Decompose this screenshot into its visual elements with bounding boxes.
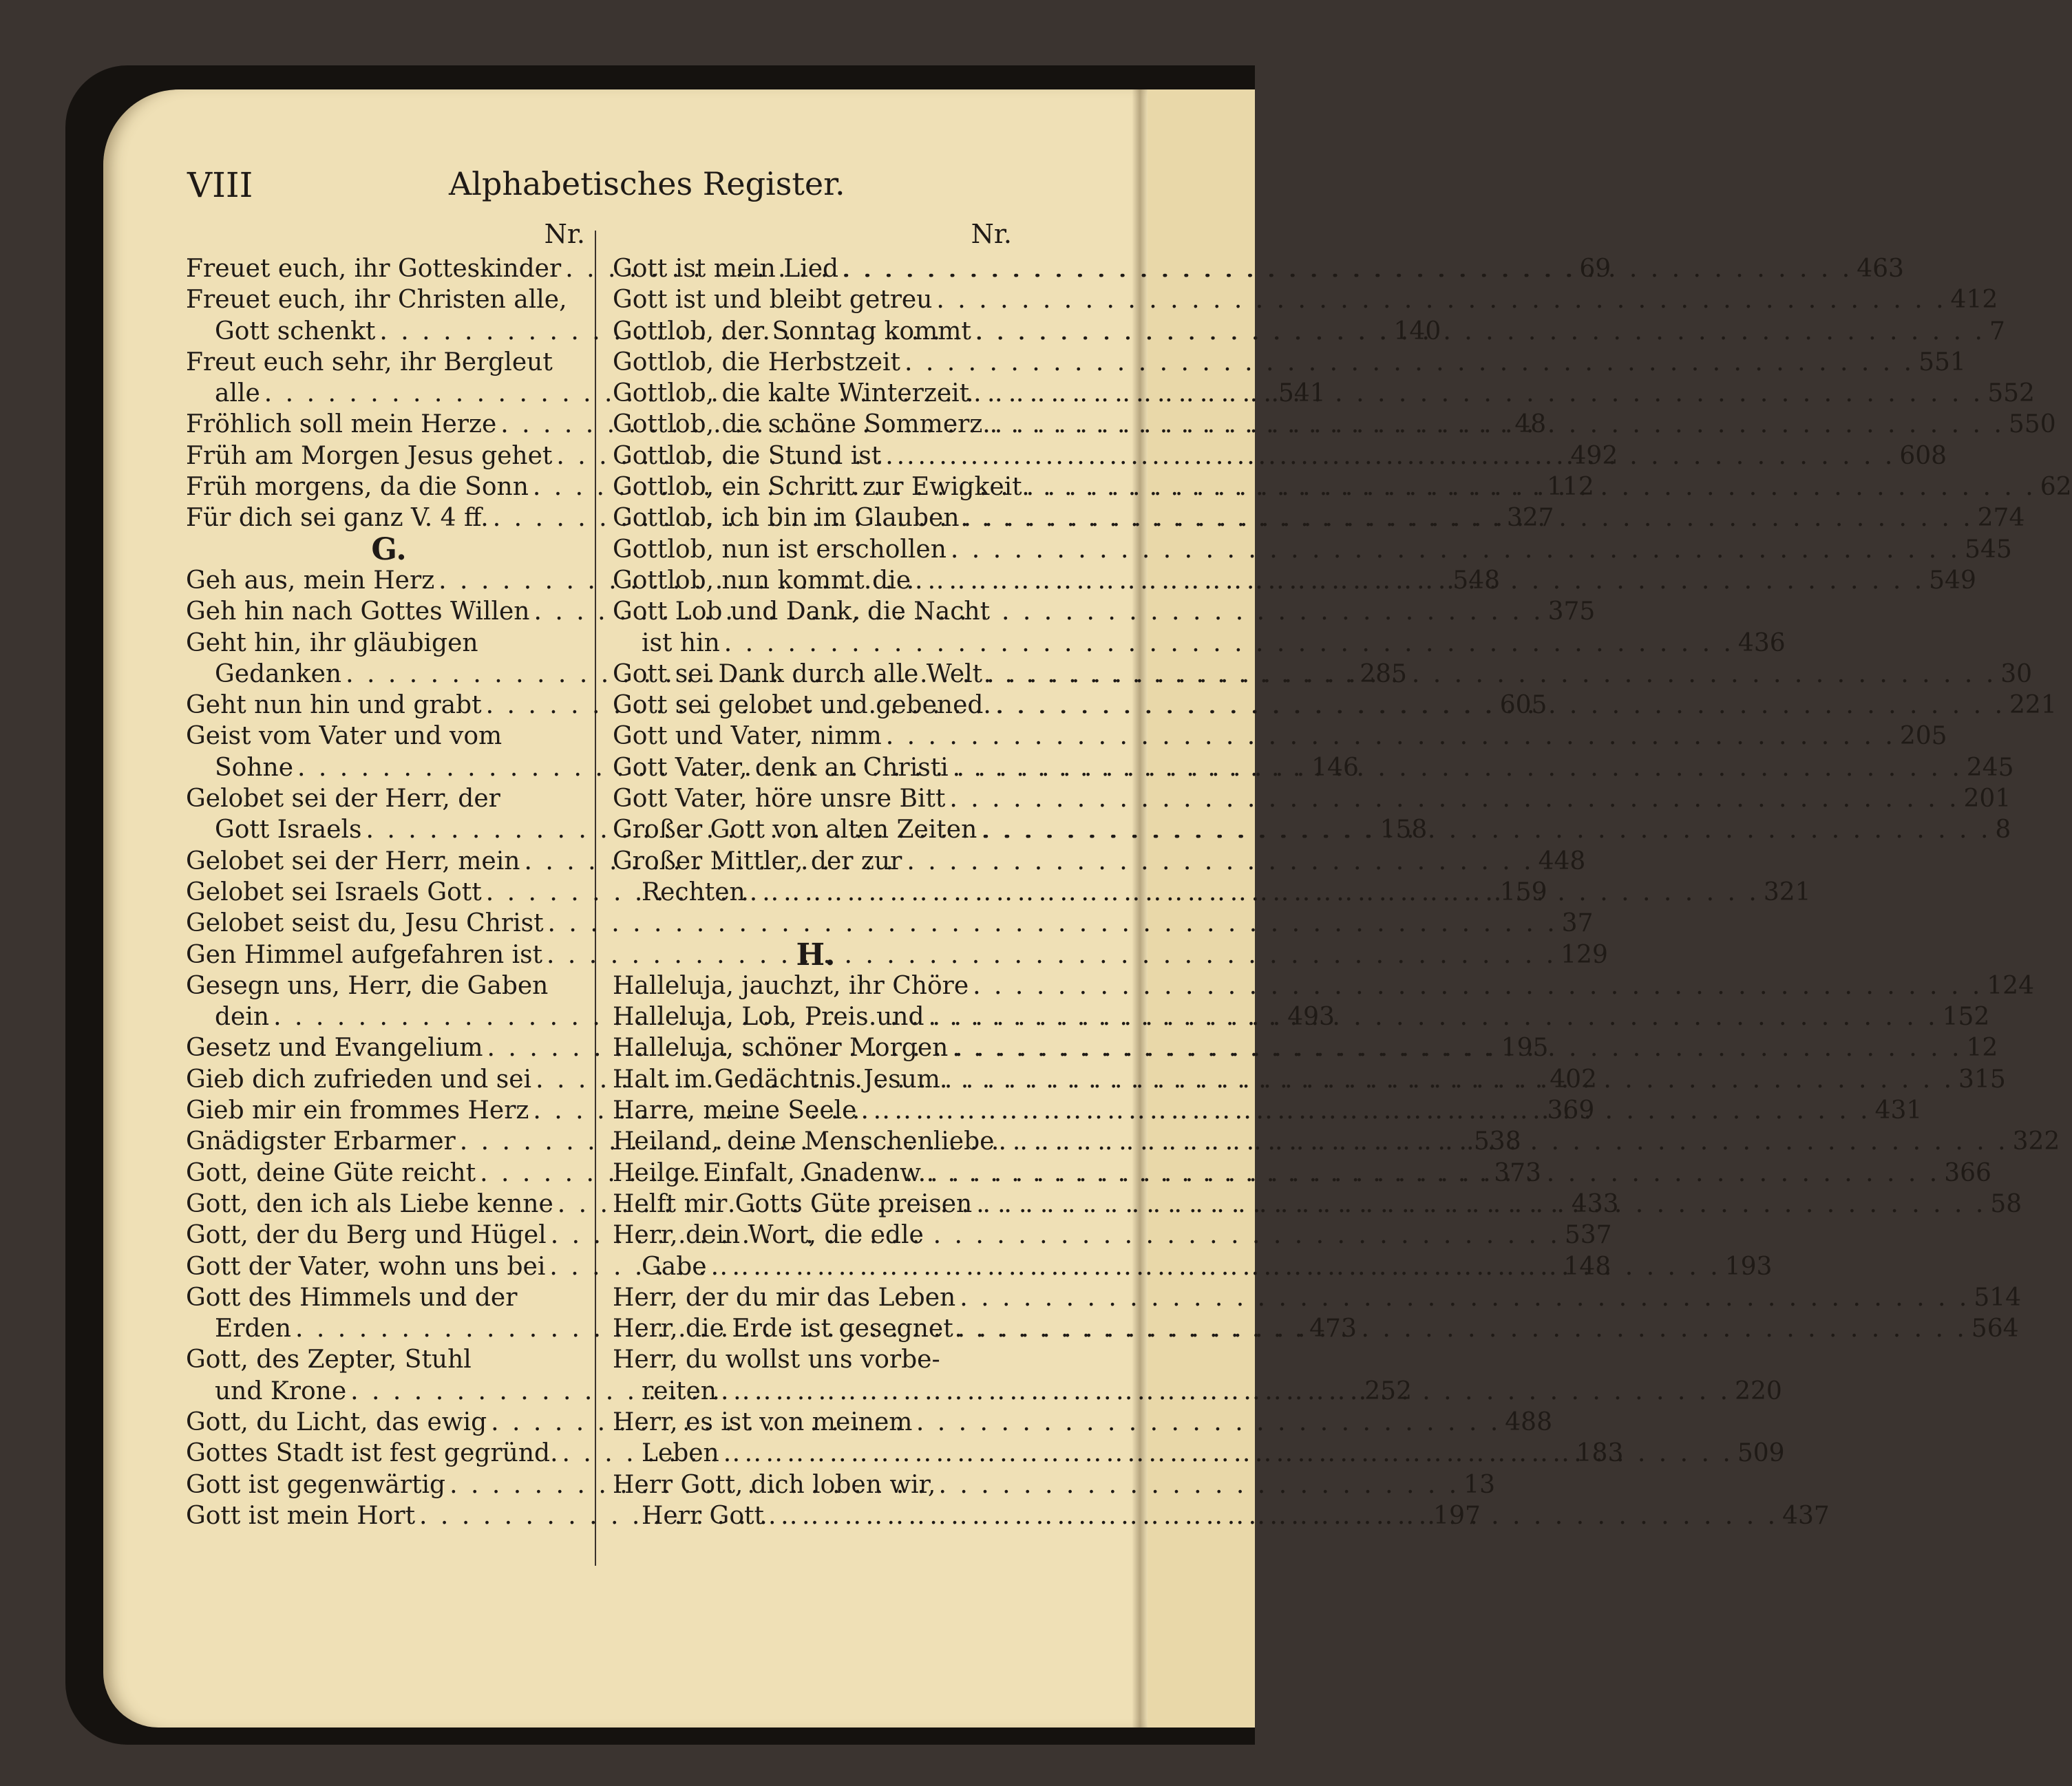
dot-leader — [930, 1158, 1940, 1189]
entry-title: Gott Lob und Dank, die Nacht — [613, 597, 991, 626]
entry-title: Gott, deine Güte reicht — [186, 1158, 476, 1187]
dot-leader — [750, 877, 1759, 908]
dot-leader — [860, 1095, 1870, 1126]
dot-leader — [951, 534, 1960, 565]
index-entry — [613, 970, 2034, 1001]
dot-leader — [915, 565, 1925, 596]
index-entry — [613, 846, 1019, 877]
entry-number: 402 — [1550, 1065, 1597, 1094]
left-column-heading: Nr. — [544, 219, 585, 249]
entry-title: Freut euch sehr, ihr Bergleut — [186, 348, 553, 376]
entry-number: 437 — [1782, 1501, 1830, 1530]
dot-leader — [952, 1032, 1962, 1063]
index-entry — [613, 347, 1966, 378]
index-entry — [186, 1344, 592, 1375]
entry-number: 13 — [1463, 1470, 1496, 1499]
index-entry — [186, 347, 592, 378]
entry-title: Gelobet sei Israels Gott — [186, 878, 482, 906]
entry-title: Gelobet seist du, Jesu Christ — [186, 909, 544, 938]
dot-leader — [711, 1251, 1721, 1282]
entry-number: 538 — [1473, 1127, 1521, 1156]
entry-title: Geht nun hin und grabt — [186, 691, 482, 720]
entry-number: 37 — [1561, 909, 1594, 938]
entry-title: Herr Gott, dich loben wir, — [613, 1470, 936, 1499]
entry-number: 8 — [1995, 816, 2011, 844]
entry-number: 285 — [1360, 659, 1407, 688]
entry-number: 327 — [1506, 504, 1554, 533]
entry-title: Gott und Vater, nimm — [613, 722, 882, 751]
entry-number: 548 — [1452, 566, 1501, 595]
entry-title: Gieb mir ein frommes Herz — [186, 1096, 529, 1125]
entry-title: Gesetz und Evangelium — [186, 1034, 483, 1063]
entry-number: 541 — [1278, 379, 1326, 408]
entry-title: Gabe — [642, 1252, 707, 1281]
entry-number: 252 — [1364, 1376, 1412, 1405]
entry-title: Gottlob, ich bin im Glauben — [613, 504, 960, 533]
entry-number: 7 — [1989, 317, 2005, 345]
entry-title: Gott sei Dank durch alle Welt — [613, 659, 983, 688]
entry-title: Gott des Himmels und der — [186, 1283, 518, 1312]
entry-title: Gottlob, nun ist erschollen — [613, 535, 947, 564]
index-entry — [613, 1344, 1019, 1375]
entry-number: 412 — [1950, 286, 1998, 315]
index-entry — [186, 970, 592, 1001]
index-entry — [186, 783, 592, 814]
dot-leader — [723, 1438, 1733, 1469]
dot-leader — [843, 253, 1852, 284]
entry-number: 205 — [1899, 722, 1947, 751]
entry-number: 322 — [2012, 1127, 2060, 1156]
entry-title: Gottes Stadt ist fest gegründ. — [186, 1439, 558, 1468]
entry-title: Gott Vater, denk an Christi — [613, 753, 949, 782]
entry-title: Gott ist mein Hort — [186, 1501, 416, 1530]
dot-leader — [975, 316, 1985, 347]
entry-number: 493 — [1287, 1003, 1335, 1032]
section-letter: G. — [371, 531, 407, 567]
entry-number: 12 — [1966, 1034, 1998, 1063]
entry-number: 58 — [1990, 1189, 2022, 1218]
entry-title: Fröhlich soll mein Herze — [186, 410, 497, 439]
entry-title: Leben — [642, 1439, 719, 1468]
entry-number: 146 — [1311, 753, 1359, 782]
index-entry — [186, 939, 1608, 970]
dot-leader — [1026, 471, 2036, 502]
entry-number: 220 — [1735, 1376, 1782, 1405]
entry-number: 488 — [1505, 1407, 1552, 1436]
entry-number: 369 — [1547, 1096, 1595, 1125]
dot-leader — [973, 970, 1983, 1001]
section-letter: H. — [796, 937, 836, 972]
entry-title: Gieb dich zufrieden und sei — [186, 1065, 532, 1094]
dot-leader — [958, 1313, 1967, 1344]
entry-title: Freuet euch, ihr Gotteskinder — [186, 255, 562, 283]
entry-title: Gott Vater, höre unsre Bitt — [613, 785, 946, 814]
dot-leader — [885, 440, 1895, 471]
entry-number: 551 — [1918, 348, 1966, 376]
entry-title: Gottlob, ein Schritt zur Ewigkeit — [613, 473, 1022, 502]
index-entry — [613, 284, 1998, 315]
dot-leader — [886, 721, 1896, 752]
index-entry — [613, 1407, 1019, 1438]
entry-title: Gottlob, die kalte Winterzeit — [613, 379, 970, 408]
dot-leader — [981, 814, 1991, 845]
entry-title: Gott Israels — [215, 816, 362, 844]
entry-title: Gott ist und bleibt getreu — [613, 286, 933, 315]
dot-leader — [995, 690, 2005, 721]
dot-leader — [995, 409, 2005, 440]
entry-title: Gott der Vater, wohn uns bei — [186, 1252, 546, 1281]
entry-number: 492 — [1570, 441, 1618, 470]
entry-number: 463 — [1857, 255, 1904, 283]
index-entry — [613, 534, 2012, 565]
entry-title: Gnädigster Erbarmer — [186, 1127, 456, 1156]
entry-title: Harre, meine Seele — [613, 1096, 857, 1125]
entry-number: 436 — [1737, 628, 1786, 657]
dot-leader — [949, 783, 1959, 814]
page-header — [187, 165, 1030, 213]
index-entry — [613, 1220, 1019, 1251]
index-entry — [186, 1282, 592, 1313]
page-number: VIII — [187, 165, 253, 205]
entry-title: Geist vom Vater und vom — [186, 722, 503, 751]
entry-title: Gedanken — [215, 659, 342, 688]
entry-title: Rechten — [642, 878, 746, 906]
entry-title: Herr, dein Wort, die edle — [613, 1221, 924, 1250]
entry-title: Herr, der du mir das Leben — [613, 1283, 956, 1312]
entry-title: Geh aus, mein Herz — [186, 566, 435, 595]
entry-title: reiten — [642, 1376, 717, 1405]
entry-number: 124 — [1987, 971, 2034, 1000]
index-entry-continuation — [613, 628, 1786, 659]
entry-number: 48 — [1514, 410, 1547, 439]
dot-leader — [721, 1376, 1731, 1407]
dot-leader — [976, 1189, 1986, 1220]
entry-title: Gott ist gegenwärtig — [186, 1470, 446, 1499]
entry-number: 537 — [1564, 1221, 1612, 1250]
dot-leader — [973, 378, 1983, 409]
dot-leader — [905, 347, 1914, 378]
entry-number: 608 — [1899, 441, 1947, 470]
entry-title: Herr, du wollst uns vorbe- — [613, 1346, 940, 1374]
running-title: Alphabetisches Register. — [449, 165, 845, 202]
entry-number: 431 — [1874, 1096, 1923, 1125]
entry-title: Herr, die Erde ist gesegnet — [613, 1315, 953, 1343]
entry-title: Früh morgens, da die Sonn — [186, 473, 529, 502]
entry-title: Freuet euch, ihr Christen alle, — [186, 286, 567, 315]
dot-leader — [960, 1282, 1969, 1313]
entry-title: und Krone — [215, 1376, 347, 1405]
entry-number: 129 — [1561, 940, 1608, 969]
index-entry — [613, 1282, 2022, 1313]
entry-number: 375 — [1547, 597, 1596, 626]
entry-title: Gottlob, die Stund ist — [613, 441, 882, 470]
entry-number: 373 — [1494, 1158, 1541, 1187]
entry-title: Früh am Morgen Jesus gehet — [186, 441, 553, 470]
entry-number: 159 — [1499, 878, 1547, 906]
entry-title: Heilge Einfalt, Gnadenw. — [613, 1158, 927, 1187]
dot-leader — [964, 502, 1974, 533]
entry-number: 550 — [2008, 410, 2056, 439]
entry-title: Gott, der du Berg und Hügel — [186, 1221, 547, 1250]
entry-title: Gott schenkt — [215, 317, 376, 345]
entry-title: Gott, den ich als Liebe kenne — [186, 1189, 553, 1218]
entry-title: Halleluja, Lob, Preis und — [613, 1003, 924, 1032]
entry-title: Großer Mittler, der zur — [613, 847, 902, 875]
entry-title: Geh hin nach Gottes Willen — [186, 597, 530, 626]
dot-leader — [986, 659, 1996, 690]
index-entry — [186, 284, 592, 315]
entry-number: 69 — [1579, 255, 1611, 283]
entry-number: 158 — [1379, 816, 1428, 844]
entry-number: 509 — [1737, 1439, 1785, 1468]
entry-number: 221 — [2009, 691, 2057, 720]
entry-title: Für dich sei ganz V. 4 ff. — [186, 504, 489, 533]
entry-number: 552 — [1987, 379, 2035, 408]
entry-number: 448 — [1538, 847, 1586, 875]
entry-number: 514 — [1974, 1283, 2022, 1312]
entry-number: 148 — [1563, 1252, 1611, 1281]
dot-leader — [944, 1064, 1954, 1095]
entry-number: 201 — [1963, 785, 2011, 814]
entry-title: Gelobet sei der Herr, mein — [186, 847, 520, 875]
dot-leader — [998, 1126, 2008, 1157]
entry-number: 321 — [1763, 878, 1811, 906]
entry-number: 545 — [1965, 535, 2012, 564]
entry-number: 30 — [2000, 659, 2033, 688]
entry-number: 197 — [1433, 1501, 1481, 1530]
entry-title: Geht hin, ihr gläubigen — [186, 628, 478, 657]
entry-title: Gott, des Zepter, Stuhl — [186, 1346, 472, 1374]
entry-title: Gott, du Licht, das ewig — [186, 1407, 487, 1436]
entry-title: alle — [215, 379, 260, 408]
entry-title: Gottlob, nun kommt die — [613, 566, 911, 595]
entry-title: Helft mir Gotts Güte preisen — [613, 1189, 973, 1218]
index-entry — [613, 721, 1947, 752]
entry-number: 433 — [1571, 1189, 1619, 1218]
right-column-heading: Nr. — [971, 219, 1012, 249]
entry-number: 549 — [1929, 566, 1976, 595]
entry-number: 193 — [1724, 1252, 1773, 1281]
entry-number: 274 — [1977, 504, 2025, 533]
entry-number: 564 — [1971, 1315, 2019, 1343]
entry-title: dein — [215, 1003, 270, 1032]
entry-number: 62 — [2040, 473, 2072, 502]
entry-title: Großer Gott von alten Zeiten — [613, 816, 977, 844]
entry-number: 245 — [1966, 753, 2014, 782]
index-entry — [186, 908, 1594, 939]
entry-title: Sohne — [215, 753, 294, 782]
dot-leader — [936, 284, 1946, 315]
entry-number: 152 — [1942, 1003, 1990, 1032]
entry-title: Halleluja, jauchzt, ihr Chöre — [613, 971, 969, 1000]
entry-number: 112 — [1547, 473, 1594, 502]
entry-title: Gottlob, der Sonntag kommt — [613, 317, 971, 345]
dot-leader — [929, 1001, 1938, 1032]
entry-title: Halt im Gedächtnis Jesum — [613, 1065, 940, 1094]
index-entry — [613, 596, 1019, 627]
entry-title: Gottlob, die Herbstzeit — [613, 348, 900, 376]
entry-title: Gen Himmel aufgefahren ist — [186, 940, 543, 969]
entry-title: Gesegn uns, Herr, die Gaben — [186, 971, 549, 1000]
entry-number: 366 — [1944, 1158, 1991, 1187]
entry-title: Gott sei gelobet und gebened. — [613, 691, 991, 720]
index-entry — [613, 1469, 1019, 1500]
index-entry — [613, 783, 2011, 814]
entry-title: ist hin — [642, 628, 720, 657]
entry-title: Gott ist mein Lied — [613, 255, 839, 283]
entry-number: 183 — [1576, 1439, 1624, 1468]
dot-leader — [724, 628, 1734, 659]
entry-title: Herr, es ist von meinem — [613, 1407, 913, 1436]
entry-number: 473 — [1309, 1315, 1357, 1343]
entry-title: Heiland, deine Menschenliebe — [613, 1127, 995, 1156]
spacer — [613, 908, 1019, 939]
entry-number: 315 — [1958, 1065, 2006, 1094]
dot-leader — [768, 1500, 1778, 1531]
index-entry — [186, 721, 592, 752]
entry-number: 140 — [1393, 317, 1441, 345]
entry-title: Gottlob, die schöne Sommerz. — [613, 410, 991, 439]
dot-leader — [953, 752, 1963, 783]
entry-title: Herr Gott — [642, 1501, 764, 1530]
entry-title: Erden — [215, 1315, 292, 1343]
entry-number: 195 — [1501, 1034, 1549, 1063]
entry-title: Halleluja, schöner Morgen — [613, 1034, 949, 1063]
index-entry — [186, 628, 592, 659]
entry-number: 605 — [1499, 691, 1547, 720]
entry-title: Gelobet sei der Herr, der — [186, 785, 500, 814]
